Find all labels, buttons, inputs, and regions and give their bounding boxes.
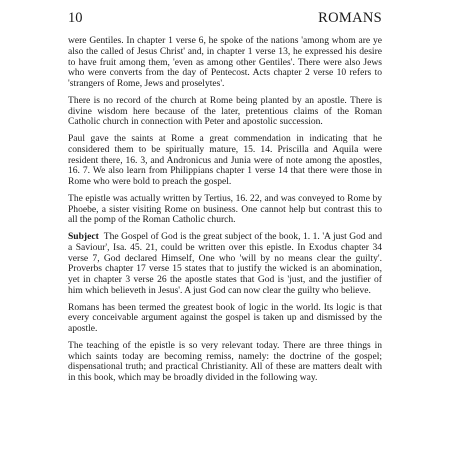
paragraph: The teaching of the epistle is so very relevant today. There are three things in which saints today are becoming remiss, namely: the doctrine of the gospel; dispensational truth; and practical Christianity. All of these are matters dealt with in this book, which may be broadly divided in the following way. bbox=[68, 339, 382, 383]
section-heading: Subject bbox=[68, 231, 99, 242]
paragraph: Romans has been termed the greatest book of logic in the world. Its logic is that every conceivable argument against the gospel is taken up and dismissed by the apostle. bbox=[68, 301, 382, 334]
paragraph: were Gentiles. In chapter 1 verse 6, he spoke of the nations 'among whom are ye also the called of Jesus Christ' and, in chapter 1 verse 13, he expressed his desire to have fruit among them, 'even as among other Gentiles'. There were also Jews who were converts from the day of Pentecost. Acts chapter 2 verse 10 refers to 'strangers of Rome, Jews and proselytes'. bbox=[68, 35, 382, 89]
body-text bbox=[68, 36, 382, 384]
paragraph: Paul gave the saints at Rome a great commendation in indicating that he considered them to be spiritually mature, 15. 14. Priscilla and Aquila were resident there, 16. 3, and Andronicus and Junia were of note among the apostles, 16. 7. We also learn from Philippians chapter 1 verse 14 that there were those in Rome who were bold to preach the gospel. bbox=[68, 133, 382, 187]
paragraph: There is no record of the church at Rome being planted by an apostle. There is divine wisdom here because of the later, pretentious claims of the Roman Catholic church in connection with Peter and apostolic succession. bbox=[68, 94, 382, 128]
page-number: 10 bbox=[68, 10, 83, 26]
paragraph: The epistle was actually written by Tertius, 16. 22, and was conveyed to Rome by Phoebe, a sister visiting Rome on business. One cannot help but contrast this to all the pomp of the Roman Catholic church. bbox=[68, 192, 382, 226]
paragraph-text: The Gospel of God is the great subject of the book, 1. 1. 'A just God and a Saviour', Isa. 45. 21, could be written over this epistle. In Exodus chapter 34 verse 7, God declared Himself, One who 'will by no means clear the guilty'. Proverbs chapter 17 verse 15 states that to justify the wicked is an abomination, yet in chapter 3 verse 26 the apostle states that God is 'just, and the justifier of him which believeth in Jesus'. A just God can now clear the guilty who believe. bbox=[68, 231, 382, 296]
subject-paragraph bbox=[68, 232, 382, 297]
book-title: ROMANS bbox=[318, 10, 382, 26]
running-head bbox=[68, 10, 382, 26]
